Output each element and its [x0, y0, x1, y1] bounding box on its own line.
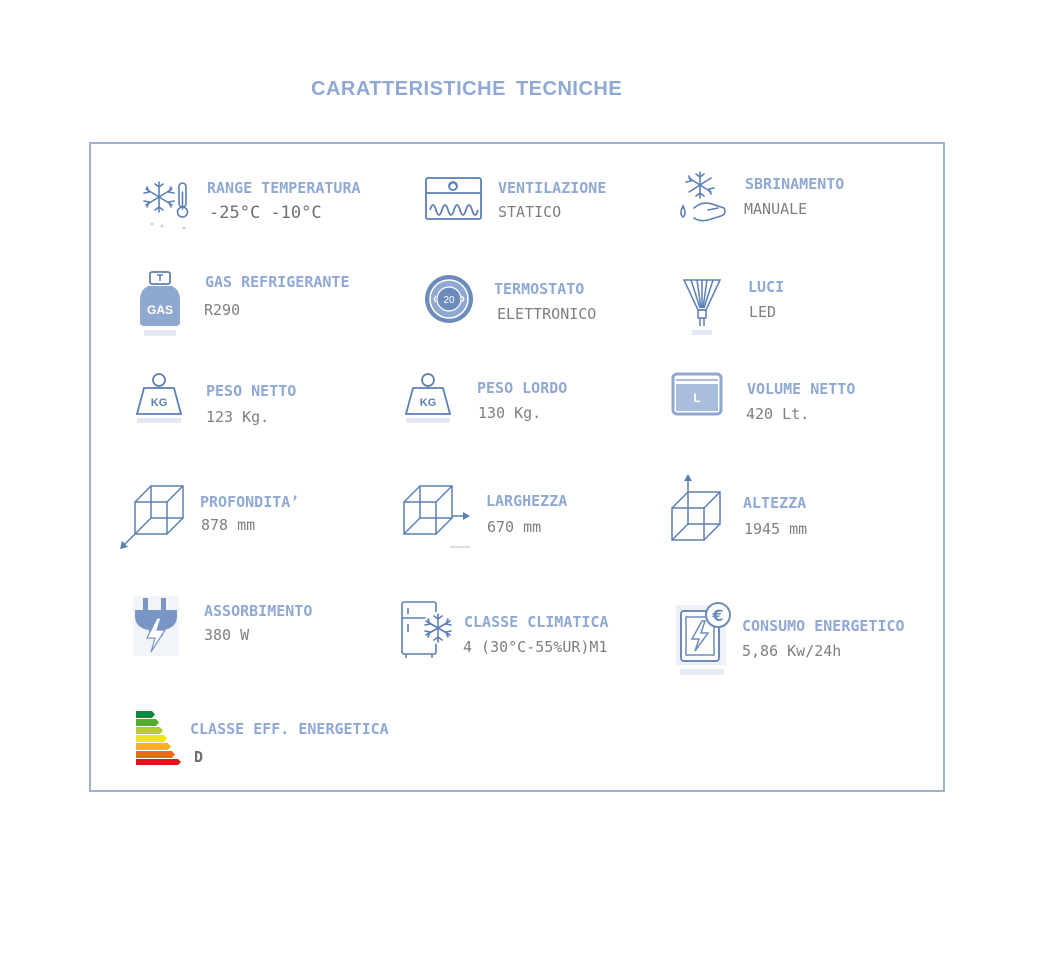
energy-rating-icon	[134, 709, 184, 765]
spec-label: PESO NETTO	[206, 382, 297, 400]
svg-text:20: 20	[443, 295, 455, 306]
spec-value: 380 W	[204, 626, 250, 644]
gas-cylinder-icon	[138, 270, 184, 342]
spec-value: 5,86 Kw/24h	[742, 642, 842, 660]
spec-value: LED	[749, 303, 777, 321]
svg-text:KG: KG	[150, 397, 168, 409]
spec-value: 670 mm	[487, 518, 542, 536]
spec-value: STATICO	[498, 203, 562, 221]
spec-value: 420 Lt.	[746, 405, 810, 423]
spec-label: ASSORBIMENTO	[204, 602, 313, 620]
spec-label: CLASSE CLIMATICA	[464, 613, 609, 631]
snowflake-thermometer-icon	[138, 176, 198, 240]
spec-label: LUCI	[748, 278, 785, 296]
ventilation-icon	[424, 176, 484, 222]
cube-depth-icon	[118, 482, 190, 552]
cube-height-icon	[668, 472, 726, 544]
svg-text:L: L	[693, 391, 701, 405]
spec-value: 123 Kg.	[206, 408, 270, 426]
spec-value: 4 (30°C-55%UR)M1	[463, 638, 608, 656]
spec-label: PROFONDITA’	[200, 493, 300, 511]
cube-width-icon	[400, 482, 474, 550]
spec-label: CLASSE EFF. ENERGETICA	[190, 720, 389, 738]
spec-value: R290	[204, 301, 241, 319]
spec-label: PESO LORDO	[477, 379, 568, 397]
spec-value: 130 Kg.	[478, 404, 542, 422]
spec-label: LARGHEZZA	[486, 492, 568, 510]
svg-text:€: €	[712, 606, 724, 625]
spec-value: 878 mm	[201, 516, 256, 534]
power-plug-icon	[133, 596, 179, 662]
manual-defrost-icon	[672, 170, 730, 226]
led-bulb-icon	[682, 276, 722, 338]
spec-value: MANUALE	[744, 200, 808, 218]
spec-label: CONSUMO ENERGETICO	[742, 617, 905, 635]
spec-label: SBRINAMENTO	[745, 175, 845, 193]
spec-label: TERMOSTATO	[494, 280, 585, 298]
volume-icon	[671, 372, 723, 420]
weight-icon	[134, 372, 184, 426]
weight-icon	[403, 372, 453, 426]
spec-label: ALTEZZA	[743, 494, 807, 512]
energy-cost-icon	[676, 601, 738, 679]
spec-label: VOLUME NETTO	[747, 380, 856, 398]
spec-value: ELETTRONICO	[497, 305, 597, 323]
page-title: CARATTERISTICHE TECNICHE	[311, 78, 623, 100]
specs-panel	[89, 142, 945, 792]
svg-text:KG: KG	[419, 397, 437, 409]
spec-value: D	[194, 748, 204, 766]
spec-value: -25°C -10°C	[209, 203, 322, 223]
spec-label: RANGE TEMPERATURA	[207, 179, 361, 197]
spec-label: GAS REFRIGERANTE	[205, 273, 350, 291]
svg-text:GAS: GAS	[146, 303, 174, 317]
spec-label: VENTILAZIONE	[498, 179, 607, 197]
spec-value: 1945 mm	[744, 520, 808, 538]
fridge-snowflake-icon	[400, 600, 458, 660]
thermostat-icon	[422, 273, 476, 327]
